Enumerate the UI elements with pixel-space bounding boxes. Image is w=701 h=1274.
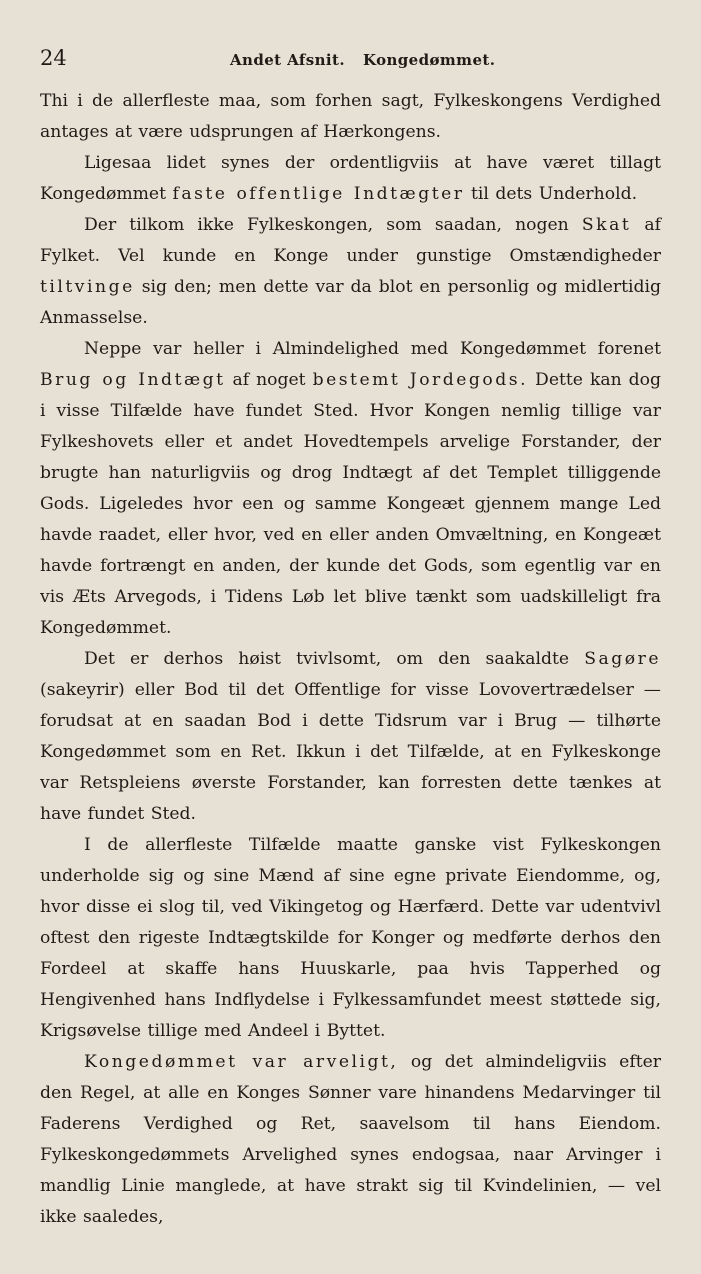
spaced-emphasis-text: bestemt Jordegods. — [312, 370, 529, 390]
chapter-title: Kongedømmet. — [362, 51, 496, 69]
paragraph-text: I de allerfleste Tilfælde maatte ganske vist Fylkeskongen underholde sig og sine Mænd af sine egne private Eiendomme, og, hvor disse ei slog til, ved Vikingetog og Hærfærd. Dette var udentvivl oftest den rigeste Indtægtskilde for Konger og medførte derhos den Fordeel at skaffe hans Huuskarle, paa hvis Tapperhed og Hengivenhed hans Indflydelse i Fylkessamfundet meest støttede sig, Krigsøvelse tillige med Andeel i Byttet. — [40, 835, 661, 1041]
spaced-emphasis-text: tiltvinge — [40, 277, 135, 297]
paragraph-text: Dette kan dog i visse Tilfælde have fundet Sted. Hvor Kongen nemlig tillige var Fylkeshovets eller et andet Hovedtempels arvelige Forstander, der brugte han naturligviis og drog Indtægt af det Templet tilliggende Gods. Ligeledes hvor een og samme Kongeæt gjennem mange Led havde raadet, eller hvor, ved en eller anden Omvæltning, en Kongeæt havde fortrængt en anden, der kunde det Gods, som egentlig var en vis Æts Arvegods, i Tidens Løb let blive tænkt som uadskilleligt fra Kongedømmet. — [40, 370, 661, 638]
paragraph — [40, 334, 661, 644]
paragraph — [40, 86, 661, 148]
paragraph-text: Thi i de allerfleste maa, som forhen sagt, Fylkeskongens Verdighed antages at være udsprungen af Hærkongens. — [40, 91, 661, 142]
spaced-emphasis-text: Sagøre — [584, 649, 661, 669]
paragraph-text: sig den; men dette var da blot en personlig og midlertidig Anmasselse. — [40, 277, 661, 328]
paragraph-text: Ligesaa lidet synes der ordentligviis at have været tillagt Kongedømmet — [40, 153, 661, 204]
paragraph-text: og det almindeligviis efter den Regel, at alle en Konges Sønner vare hinandens Medarvinger til Faderens Verdighed og Ret, saavelsom til hans Eiendom. Fylkeskongedømmets Arvelighed synes endogsaa, naar Arvinger i mandlig Linie manglede, at have strakt sig til Kvindelinien, — vel ikke saaledes, — [40, 1052, 661, 1227]
section-title: Andet Afsnit. — [230, 51, 345, 69]
body-text — [40, 86, 661, 1233]
spaced-emphasis-text: faste offentlige Indtægter — [172, 184, 465, 204]
page-number: 24 — [40, 46, 67, 70]
spaced-emphasis-text: Brug og Indtægt — [40, 370, 226, 390]
paragraph-text: til dets Underhold. — [464, 184, 638, 204]
running-head — [230, 51, 513, 69]
paragraph-text: Det er derhos høist tvivlsomt, om den saakaldte — [84, 649, 585, 669]
paragraph-text: Der tilkom ikke Fylkeskongen, som saadan, nogen — [84, 215, 582, 235]
paragraph — [40, 148, 661, 210]
paragraph-text: Neppe var heller i Almindelighed med Kongedømmet forenet — [84, 339, 661, 359]
spaced-emphasis-text: Skat — [581, 215, 632, 235]
paragraph — [40, 1047, 661, 1233]
paragraph-text: af Fylket. Vel kunde en Konge under gunstige Omstændigheder — [40, 215, 661, 266]
paragraph — [40, 210, 661, 334]
paragraph-text: (sakeyrir) eller Bod til det Offentlige for visse Lovovertrædelser — forudsat at en saadan Bod i dette Tidsrum var i Brug — tilhørte Kongedømmet som en Ret. Ikkun i det Tilfælde, at en Fylkeskonge var Retspleiens øverste Forstander, kan forresten dette tænkes at have fundet Sted. — [40, 680, 661, 824]
spaced-emphasis-text: Kongedømmet var arveligt, — [84, 1052, 399, 1072]
running-header — [40, 46, 661, 80]
paragraph — [40, 644, 661, 830]
paragraph-text: af noget — [225, 370, 313, 390]
paragraph — [40, 830, 661, 1047]
